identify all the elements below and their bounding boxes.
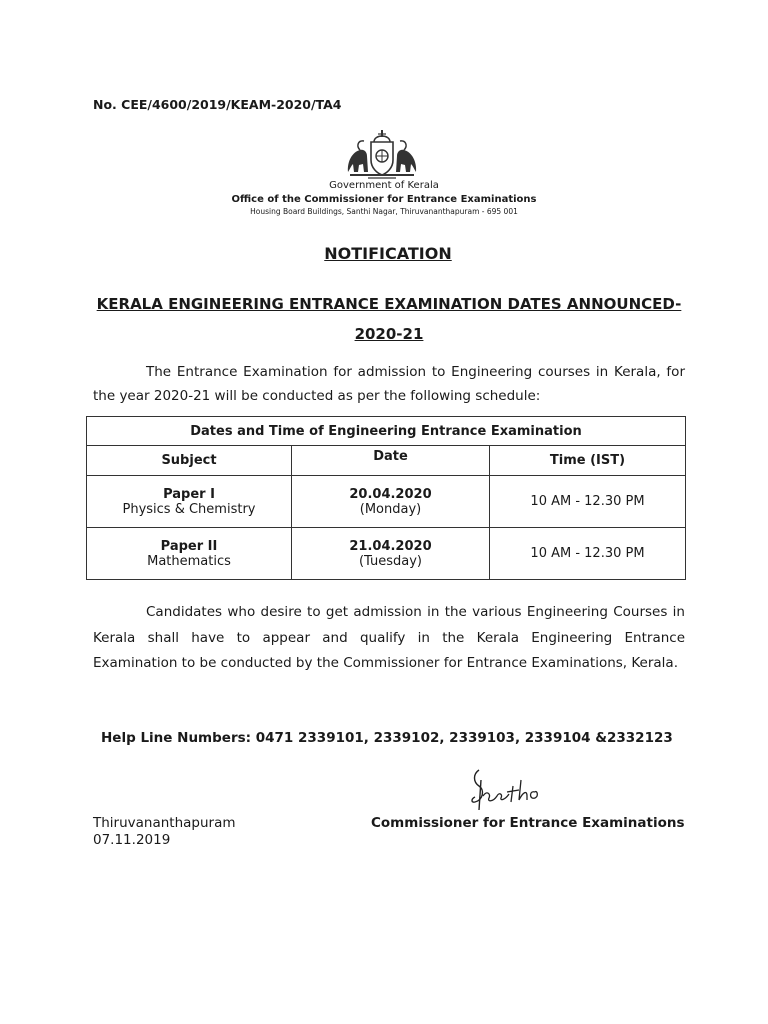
- subject-name: Mathematics: [147, 553, 231, 569]
- table-header-row: [87, 446, 686, 476]
- notification-title: NOTIFICATION: [324, 244, 452, 263]
- place: Thiruvananthapuram: [93, 815, 236, 831]
- paper-label: Paper II: [160, 538, 218, 554]
- schedule-caption: Dates and Time of Engineering Entrance Examination: [87, 417, 686, 446]
- table-row: [87, 476, 686, 528]
- time-cell: 10 AM - 12.30 PM: [490, 476, 686, 528]
- column-header-subject: Subject: [87, 446, 292, 476]
- place-and-date: [93, 815, 236, 849]
- helpline: Help Line Numbers: 0471 2339101, 2339102, 2339103, 2339104 &2332123: [101, 730, 673, 746]
- time-cell: 10 AM - 12.30 PM: [490, 528, 686, 580]
- body-paragraph-text: Candidates who desire to get admission in the various Engineering Courses in Kerala shall have to appear and qualify in the Kerala Engineering Entrance Examination to be conducted by the Commissioner for Entrance Examinations, Kerala.: [93, 604, 685, 671]
- handwritten-signature-icon: [465, 766, 555, 816]
- office-address: Housing Board Buildings, Santhi Nagar, Thiruvananthapuram - 695 001: [250, 207, 518, 216]
- subject-cell: [87, 528, 292, 580]
- date-cell: [292, 476, 490, 528]
- government-name: Government of Kerala: [329, 180, 439, 191]
- intro-paragraph-text: The Entrance Examination for admission to Engineering courses in Kerala, for the year 2020-21 will be conducted as per the following schedule:: [93, 364, 685, 404]
- column-header-time: Time (IST): [490, 446, 686, 476]
- subject-name: Physics & Chemistry: [122, 501, 256, 517]
- office-name: Office of the Commissioner for Entrance Examinations: [231, 194, 537, 205]
- exam-date: 21.04.2020: [349, 538, 432, 554]
- table-row: [87, 528, 686, 580]
- exam-day: (Monday): [359, 501, 422, 517]
- intro-paragraph: [93, 360, 685, 408]
- column-header-date: Date: [292, 446, 490, 476]
- helpline-numbers: 0471 2339101, 2339102, 2339103, 2339104 &2332123: [255, 730, 673, 746]
- helpline-label: Help Line Numbers: [101, 730, 246, 746]
- paper-label: Paper I: [163, 486, 215, 502]
- reference-number: No. CEE/4600/2019/KEAM-2020/TA4: [93, 97, 342, 112]
- notification-headline: KERALA ENGINEERING ENTRANCE EXAMINATION DATES ANNOUNCED- 2020-21: [96, 295, 682, 343]
- kerala-state-emblem-icon: [344, 128, 420, 180]
- body-paragraph: [93, 600, 685, 677]
- signatory-title: Commissioner for Entrance Examinations: [371, 815, 685, 831]
- subject-cell: [87, 476, 292, 528]
- exam-date: 20.04.2020: [349, 486, 432, 502]
- exam-day: (Tuesday): [358, 553, 423, 569]
- date-cell: [292, 528, 490, 580]
- exam-schedule-table: [86, 416, 686, 580]
- issue-date: 07.11.2019: [93, 832, 171, 848]
